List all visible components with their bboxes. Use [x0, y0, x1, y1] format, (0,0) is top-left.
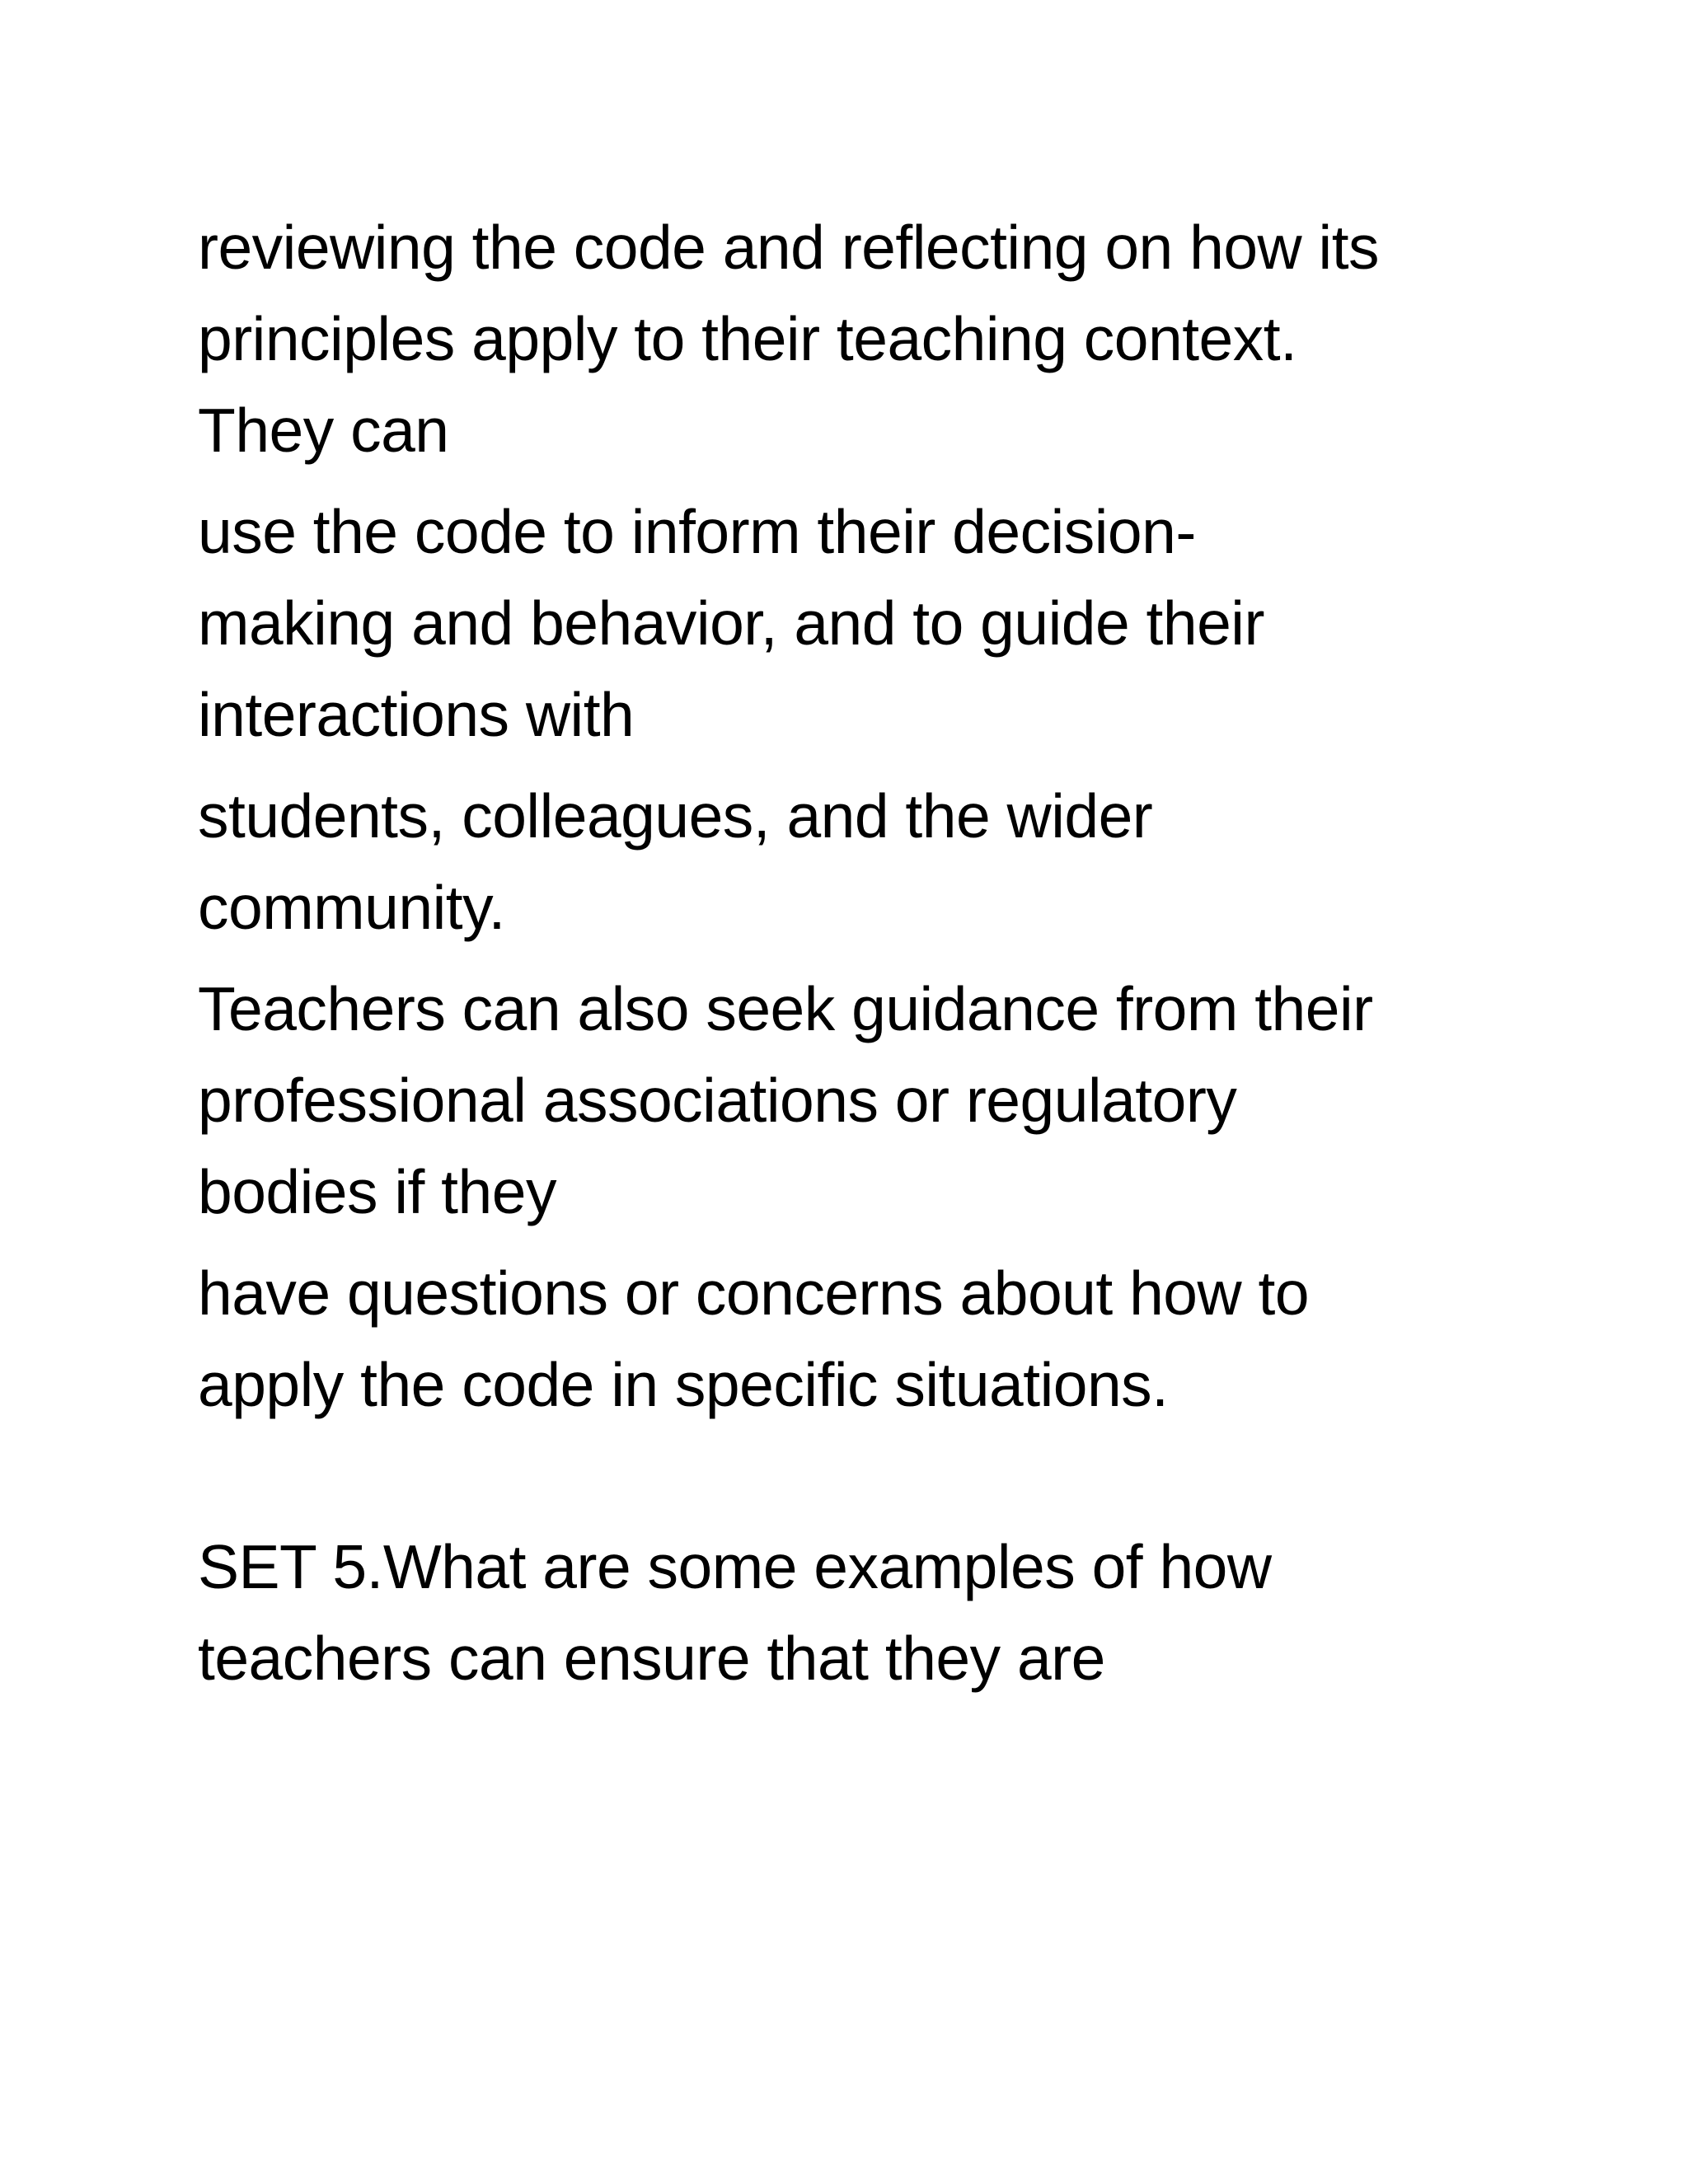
- text-line: They can: [198, 396, 449, 465]
- text-line: students, colleagues, and the wider: [198, 781, 1153, 851]
- text-line: SET 5.What are some examples of how: [198, 1532, 1272, 1601]
- text-line: principles apply to their teaching context.: [198, 304, 1297, 373]
- text-line: have questions or concerns about how to: [198, 1258, 1310, 1328]
- text-line: community.: [198, 873, 505, 942]
- text-line: reviewing the code and reflecting on how its: [198, 213, 1380, 282]
- paragraph-community: [198, 771, 1517, 954]
- text-line: apply the code in specific situations.: [198, 1350, 1169, 1419]
- text-line: Teachers can also seek guidance from their: [198, 974, 1373, 1043]
- text-line: use the code to inform their decision-: [198, 497, 1196, 566]
- paragraph-decision-making: [198, 486, 1517, 761]
- text-line: professional associations or regulatory: [198, 1066, 1237, 1135]
- paragraph-reviewing-code: [198, 202, 1517, 476]
- document-body: [198, 202, 1517, 1714]
- text-line: interactions with: [198, 680, 635, 749]
- paragraph-seek-guidance: [198, 963, 1517, 1238]
- text-line: teachers can ensure that they are: [198, 1624, 1105, 1693]
- text-line: bodies if they: [198, 1157, 556, 1226]
- text-line: making and behavior, and to guide their: [198, 588, 1264, 658]
- paragraph-questions-concerns: [198, 1248, 1517, 1431]
- question-set-5: [198, 1521, 1517, 1704]
